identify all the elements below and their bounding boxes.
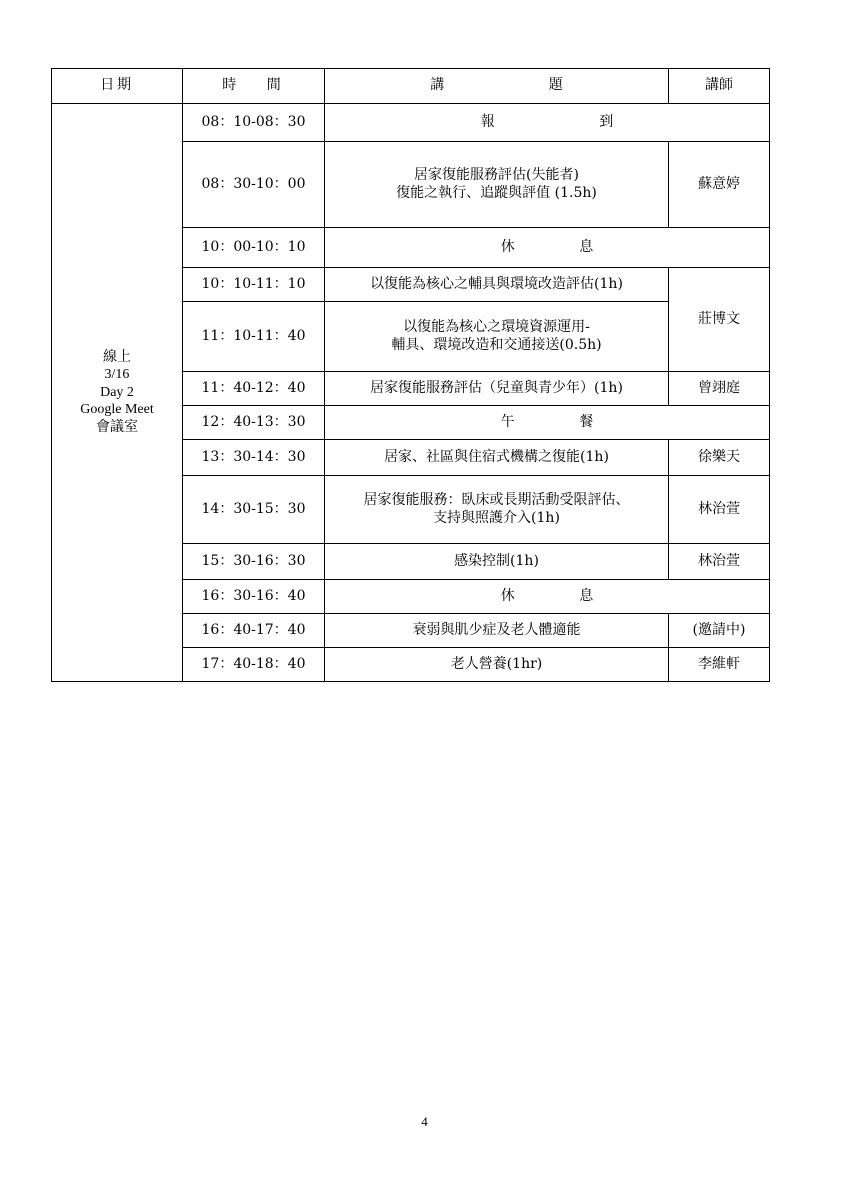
time-cell: 13：30-14：30 bbox=[183, 440, 325, 476]
topic-cell: 老人營養(1hr) bbox=[325, 648, 669, 682]
topic-cell: 午 餐 bbox=[325, 406, 770, 440]
time-cell: 14：30-15：30 bbox=[183, 476, 325, 544]
date-line-online: 線上 bbox=[103, 349, 131, 365]
time-cell: 16：30-16：40 bbox=[183, 580, 325, 614]
time-cell: 11：10-11：40 bbox=[183, 302, 325, 372]
time-cell: 08：30-10：00 bbox=[183, 142, 325, 228]
time-cell: 10：00-10：10 bbox=[183, 228, 325, 268]
speaker-cell: 林治萱 bbox=[669, 544, 770, 580]
topic-cell: 休 息 bbox=[325, 228, 770, 268]
time-cell: 16：40-17：40 bbox=[183, 614, 325, 648]
date-line-date: 3/16 bbox=[104, 367, 130, 383]
header-speaker: 講師 bbox=[669, 69, 770, 104]
date-line-platform: Google Meet bbox=[80, 402, 154, 418]
time-cell: 17：40-18：40 bbox=[183, 648, 325, 682]
date-line-day: Day 2 bbox=[100, 384, 134, 400]
topic-cell: 居家復能服務評估(失能者) 復能之執行、追蹤與評值 (1.5h) bbox=[325, 142, 669, 228]
topic-cell: 報 到 bbox=[325, 104, 770, 142]
speaker-cell: 李維軒 bbox=[669, 648, 770, 682]
topic-cell: 休 息 bbox=[325, 580, 770, 614]
speaker-cell: 曾翊庭 bbox=[669, 372, 770, 406]
header-topic: 講 題 bbox=[325, 69, 669, 104]
topic-cell: 居家、社區與住宿式機構之復能(1h) bbox=[325, 440, 669, 476]
topic-cell: 感染控制(1h) bbox=[325, 544, 669, 580]
speaker-cell: 莊博文 bbox=[669, 268, 770, 372]
time-cell: 11：40-12：40 bbox=[183, 372, 325, 406]
table-row bbox=[52, 104, 770, 142]
header-date: 日期 bbox=[52, 69, 183, 104]
speaker-cell: (邀請中) bbox=[669, 614, 770, 648]
time-cell: 12：40-13：30 bbox=[183, 406, 325, 440]
date-line-room: 會議室 bbox=[96, 419, 138, 435]
time-cell: 15：30-16：30 bbox=[183, 544, 325, 580]
date-cell bbox=[52, 104, 183, 682]
header-time: 時 間 bbox=[183, 69, 325, 104]
speaker-cell: 蘇意婷 bbox=[669, 142, 770, 228]
topic-cell: 以復能為核心之輔具與環境改造評估(1h) bbox=[325, 268, 669, 302]
topic-cell: 以復能為核心之環境資源運用- 輔具、環境改造和交通接送(0.5h) bbox=[325, 302, 669, 372]
speaker-cell: 徐樂天 bbox=[669, 440, 770, 476]
topic-cell: 衰弱與肌少症及老人體適能 bbox=[325, 614, 669, 648]
time-cell: 08：10-08：30 bbox=[183, 104, 325, 142]
topic-cell: 居家復能服務：臥床或長期活動受限評估、 支持與照護介入(1h) bbox=[325, 476, 669, 544]
schedule-table bbox=[51, 68, 770, 682]
topic-cell: 居家復能服務評估（兒童與青少年）(1h) bbox=[325, 372, 669, 406]
speaker-cell: 林治萱 bbox=[669, 476, 770, 544]
page-number: 4 bbox=[421, 1114, 428, 1129]
header-row bbox=[52, 69, 770, 104]
time-cell: 10：10-11：10 bbox=[183, 268, 325, 302]
